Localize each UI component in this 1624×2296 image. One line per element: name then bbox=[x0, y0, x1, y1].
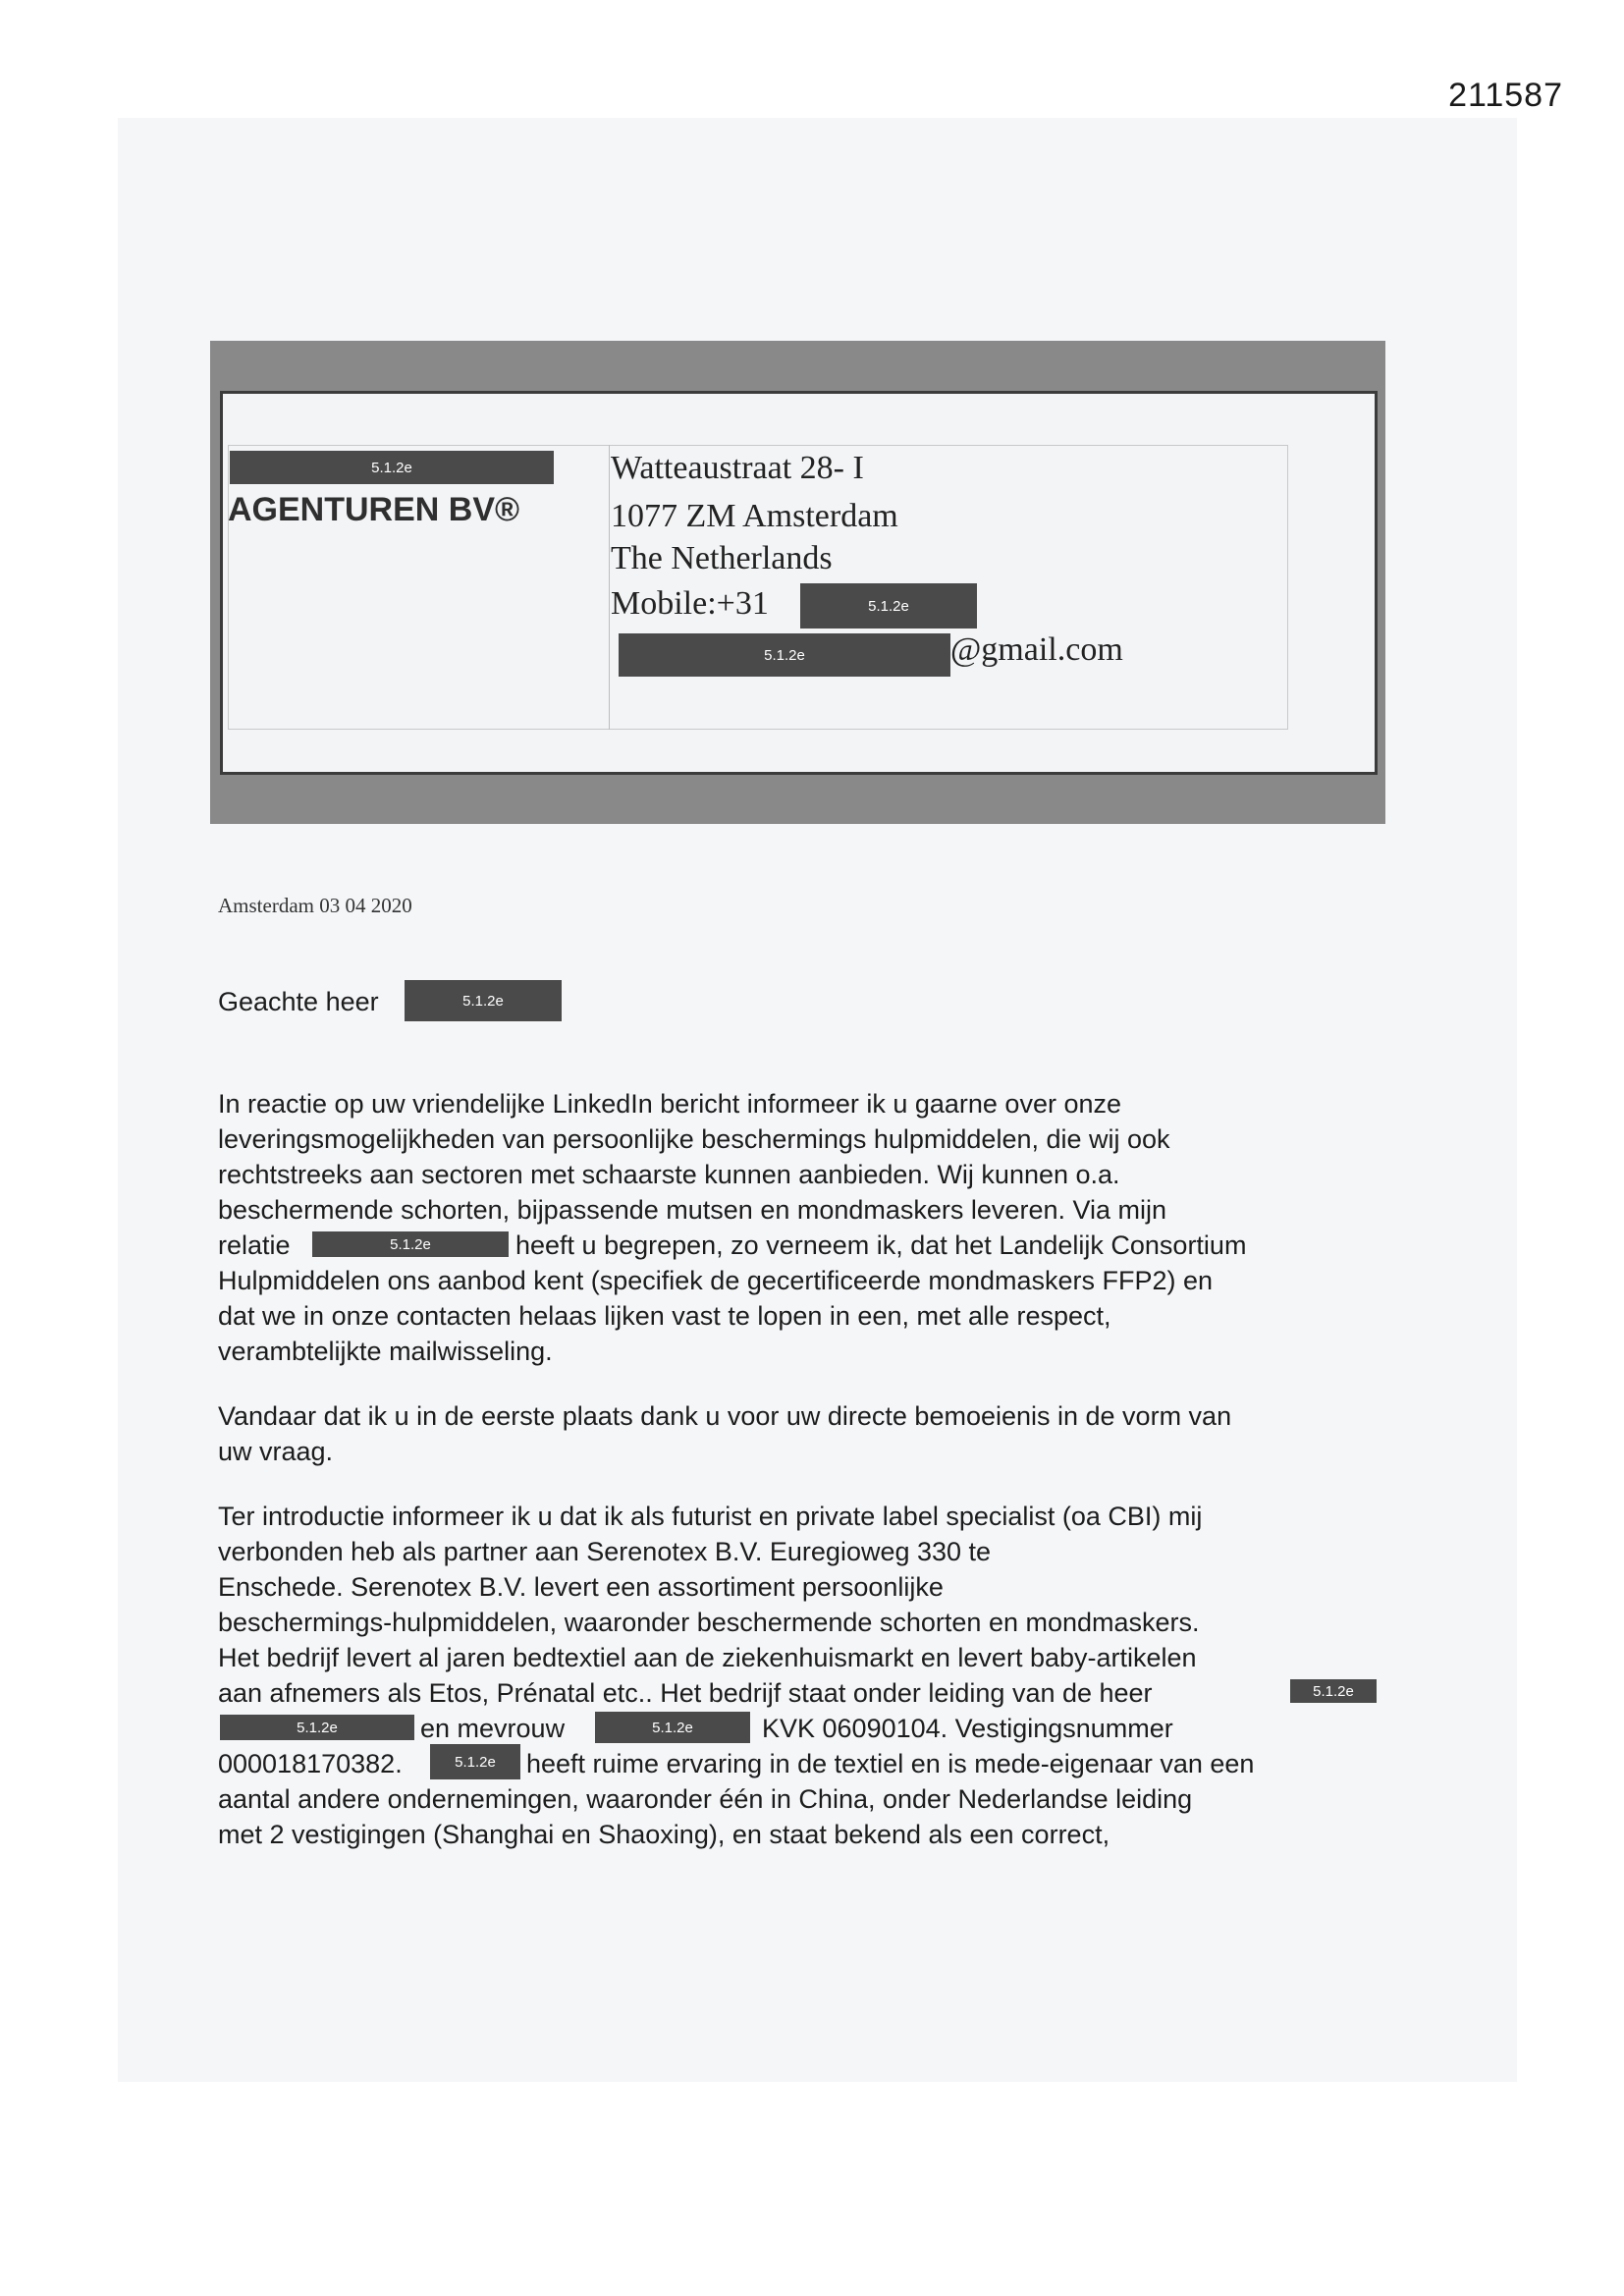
paragraph3-line8b: heeft ruime ervaring in de textiel en is mede-eigenaar van een bbox=[526, 1749, 1255, 1778]
paragraph1-line5a: relatie bbox=[218, 1230, 291, 1260]
redaction-director-name-cont: 5.1.2e bbox=[220, 1715, 414, 1740]
document-number: 211587 bbox=[1448, 77, 1563, 114]
paragraph3-line6: aan afnemers als Etos, Prénatal etc.. Het bedrijf staat onder leiding van de heer bbox=[218, 1678, 1153, 1708]
paragraph1-line7: dat we in onze contacten helaas lijken vast te lopen in een, met alle respect, bbox=[218, 1301, 1111, 1331]
paragraph3-line5: Het bedrijf levert al jaren bedtextiel aan de ziekenhuismarkt en levert baby-artikelen bbox=[218, 1643, 1197, 1672]
paragraph3-line1: Ter introductie informeer ik u dat ik als futurist en private label specialist (oa CBI) mij bbox=[218, 1502, 1203, 1531]
redaction-relation: 5.1.2e bbox=[312, 1231, 509, 1257]
date-line: Amsterdam 03 04 2020 bbox=[218, 894, 412, 917]
redaction-person-name: 5.1.2e bbox=[430, 1744, 520, 1779]
letterhead-divider bbox=[609, 445, 610, 730]
paragraph3-line3: Enschede. Serenotex B.V. levert een assortiment persoonlijke bbox=[218, 1572, 944, 1602]
address-city: 1077 ZM Amsterdam bbox=[611, 498, 898, 534]
redaction-company-name: 5.1.2e bbox=[230, 451, 554, 484]
redaction-director-name-2: 5.1.2e bbox=[595, 1712, 750, 1743]
paragraph3-line9: aantal andere ondernemingen, waaronder één in China, onder Nederlandse leiding bbox=[218, 1784, 1193, 1814]
paragraph1-line4: beschermende schorten, bijpassende mutsen en mondmaskers leveren. Via mijn bbox=[218, 1195, 1167, 1225]
paragraph3-line7a: en mevrouw bbox=[420, 1714, 566, 1743]
paragraph3-line4: beschermings-hulpmiddelen, waaronder beschermende schorten en mondmaskers. bbox=[218, 1608, 1200, 1637]
paragraph1-line8: verambtelijkte mailwisseling. bbox=[218, 1337, 553, 1366]
redaction-mobile-number: 5.1.2e bbox=[800, 583, 977, 629]
paragraph3-line8a: 000018170382. bbox=[218, 1749, 403, 1778]
paragraph2-line1: Vandaar dat ik u in de eerste plaats dank u voor uw directe bemoeienis in de vorm van bbox=[218, 1401, 1232, 1431]
paragraph3-line2: verbonden heb als partner aan Serenotex B.V. Euregioweg 330 te bbox=[218, 1537, 992, 1566]
address-street: Watteaustraat 28- I bbox=[611, 450, 864, 486]
redaction-email-user: 5.1.2e bbox=[619, 633, 950, 677]
paragraph2-line2: uw vraag. bbox=[218, 1437, 334, 1466]
paragraph1-line5b: heeft u begrepen, zo verneem ik, dat het Landelijk Consortium bbox=[515, 1230, 1247, 1260]
paragraph3-line10: met 2 vestigingen (Shanghai en Shaoxing), en staat bekend als een correct, bbox=[218, 1820, 1110, 1849]
company-name: AGENTUREN BV® bbox=[228, 491, 520, 528]
email-domain: @gmail.com bbox=[950, 631, 1123, 668]
mobile-number-label: Mobile:+31 bbox=[611, 585, 769, 622]
paragraph1-line3: rechtstreeks aan sectoren met schaarste kunnen aanbieden. Wij kunnen o.a. bbox=[218, 1160, 1120, 1189]
paragraph1-line1: In reactie op uw vriendelijke LinkedIn bericht informeer ik u gaarne over onze bbox=[218, 1089, 1122, 1119]
paragraph1-line2: leveringsmogelijkheden van persoonlijke beschermings hulpmiddelen, die wij ook bbox=[218, 1124, 1170, 1154]
redaction-director-name: 5.1.2e bbox=[1290, 1679, 1377, 1703]
address-country: The Netherlands bbox=[611, 540, 833, 576]
salutation: Geachte heer bbox=[218, 987, 379, 1016]
redaction-addressee: 5.1.2e bbox=[405, 980, 562, 1021]
paragraph3-line7b: KVK 06090104. Vestigingsnummer bbox=[762, 1714, 1173, 1743]
paragraph1-line6: Hulpmiddelen ons aanbod kent (specifiek de gecertificeerde mondmaskers FFP2) en bbox=[218, 1266, 1214, 1295]
